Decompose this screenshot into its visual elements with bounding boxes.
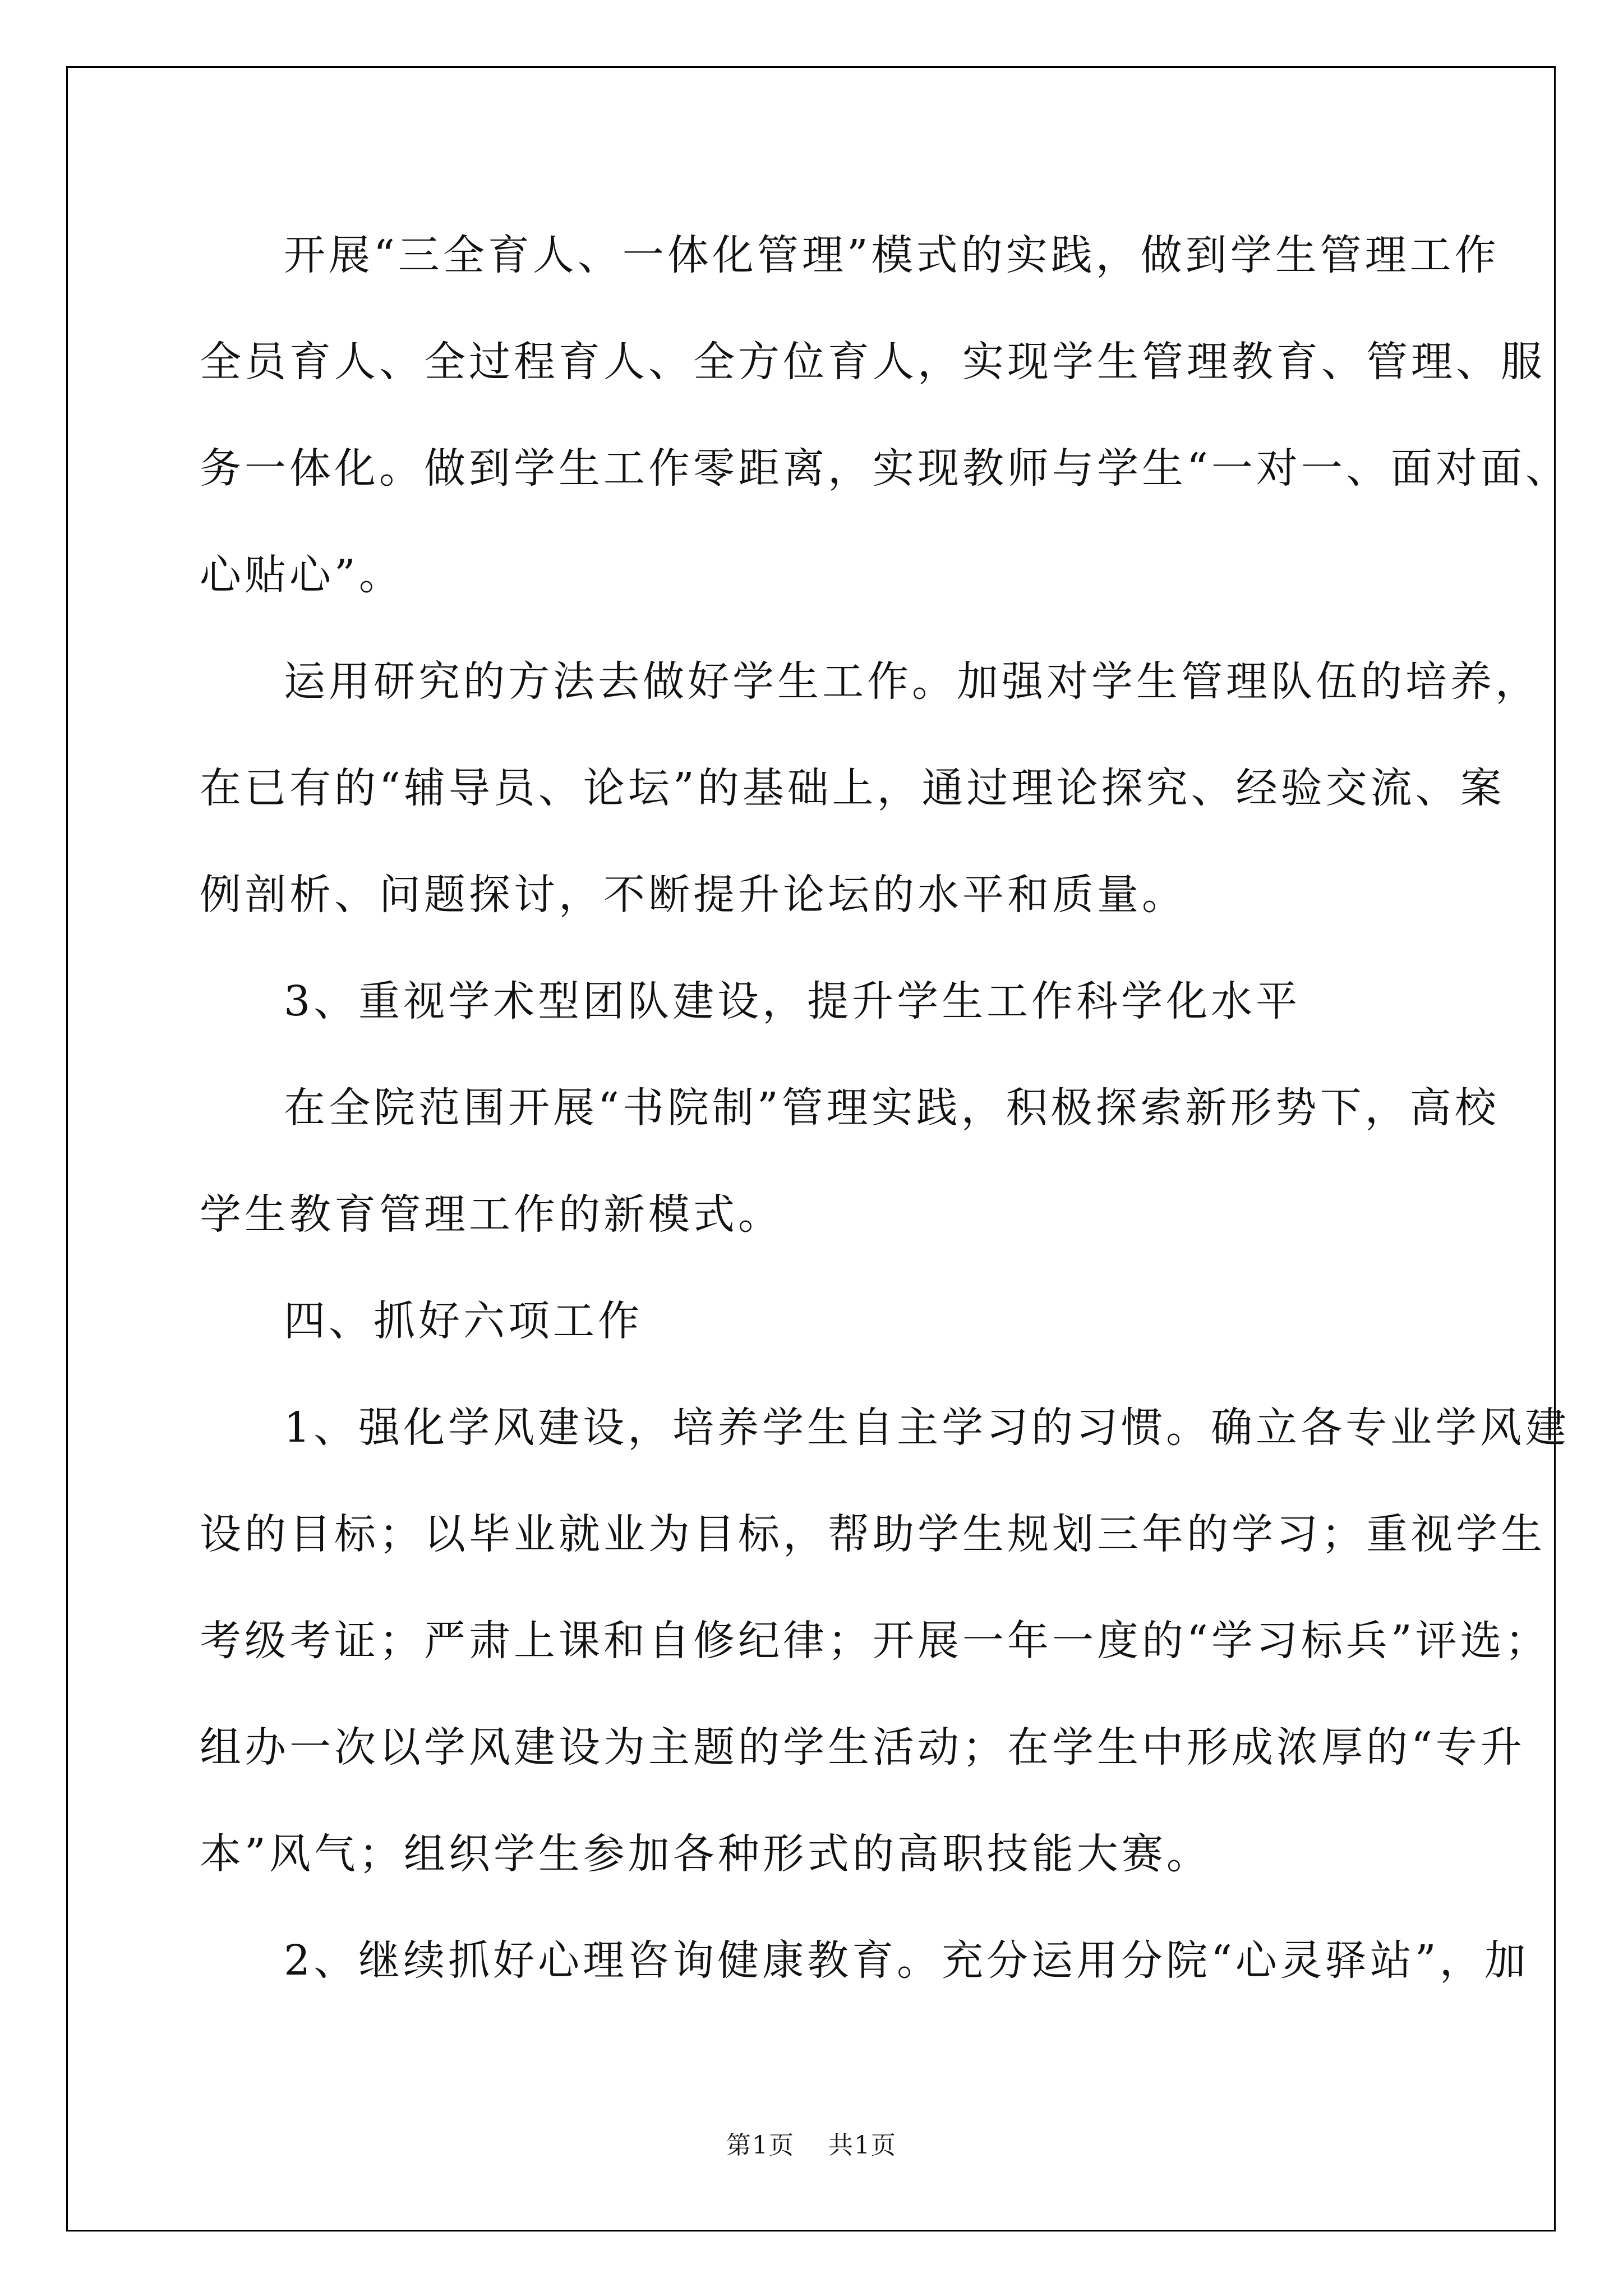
text-line: 在已有的“辅导员、论坛”的基础上，通过理论探究、经验交流、案: [200, 764, 1505, 812]
text-line: 例剖析、问题探讨，不断提升论坛的水平和质量。: [200, 871, 1187, 919]
page-footer: [0, 2125, 1623, 2161]
text-line: 开展“三全育人、一体化管理”模式的实践，做到学生管理工作: [284, 231, 1500, 279]
text-line: 组办一次以学风建设为主题的学生活动；在学生中形成浓厚的“专升: [200, 1723, 1525, 1772]
text-line: 2、继续抓好心理咨询健康教育。充分运用分院“心灵驿站”，加: [284, 1936, 1529, 1985]
text-line: 在全院范围开展“书院制”管理实践，积极探索新形势下，高校: [284, 1084, 1500, 1132]
text-line: 务一体化。做到学生工作零距离，实现教师与学生“一对一、面对面、: [200, 444, 1570, 493]
text-line: 学生教育管理工作的新模式。: [200, 1190, 783, 1239]
text-line: 本”风气；组织学生参加各种形式的高职技能大赛。: [200, 1830, 1211, 1878]
text-line: 运用研究的方法去做好学生工作。加强对学生管理队伍的培养，: [284, 657, 1540, 706]
text-line: 全员育人、全过程育人、全方位育人，实现学生管理教育、管理、服: [200, 338, 1546, 386]
text-line: 心贴心”。: [200, 551, 404, 599]
section-heading: 四、抓好六项工作: [284, 1297, 643, 1345]
page-number: 第1页: [726, 2131, 795, 2160]
page-total: 共1页: [828, 2131, 897, 2160]
text-line: 1、强化学风建设，培养学生自主学习的习惯。确立各专业学风建: [284, 1404, 1570, 1452]
text-line: 设的目标；以毕业就业为目标，帮助学生规划三年的学习；重视学生: [200, 1510, 1546, 1558]
text-line: 考级考证；严肃上课和自修纪律；开展一年一度的“学习标兵”评选；: [200, 1617, 1550, 1665]
section-heading: 3、重视学术型团队建设，提升学生工作科学化水平: [284, 977, 1301, 1025]
document-body: [200, 202, 1570, 2014]
